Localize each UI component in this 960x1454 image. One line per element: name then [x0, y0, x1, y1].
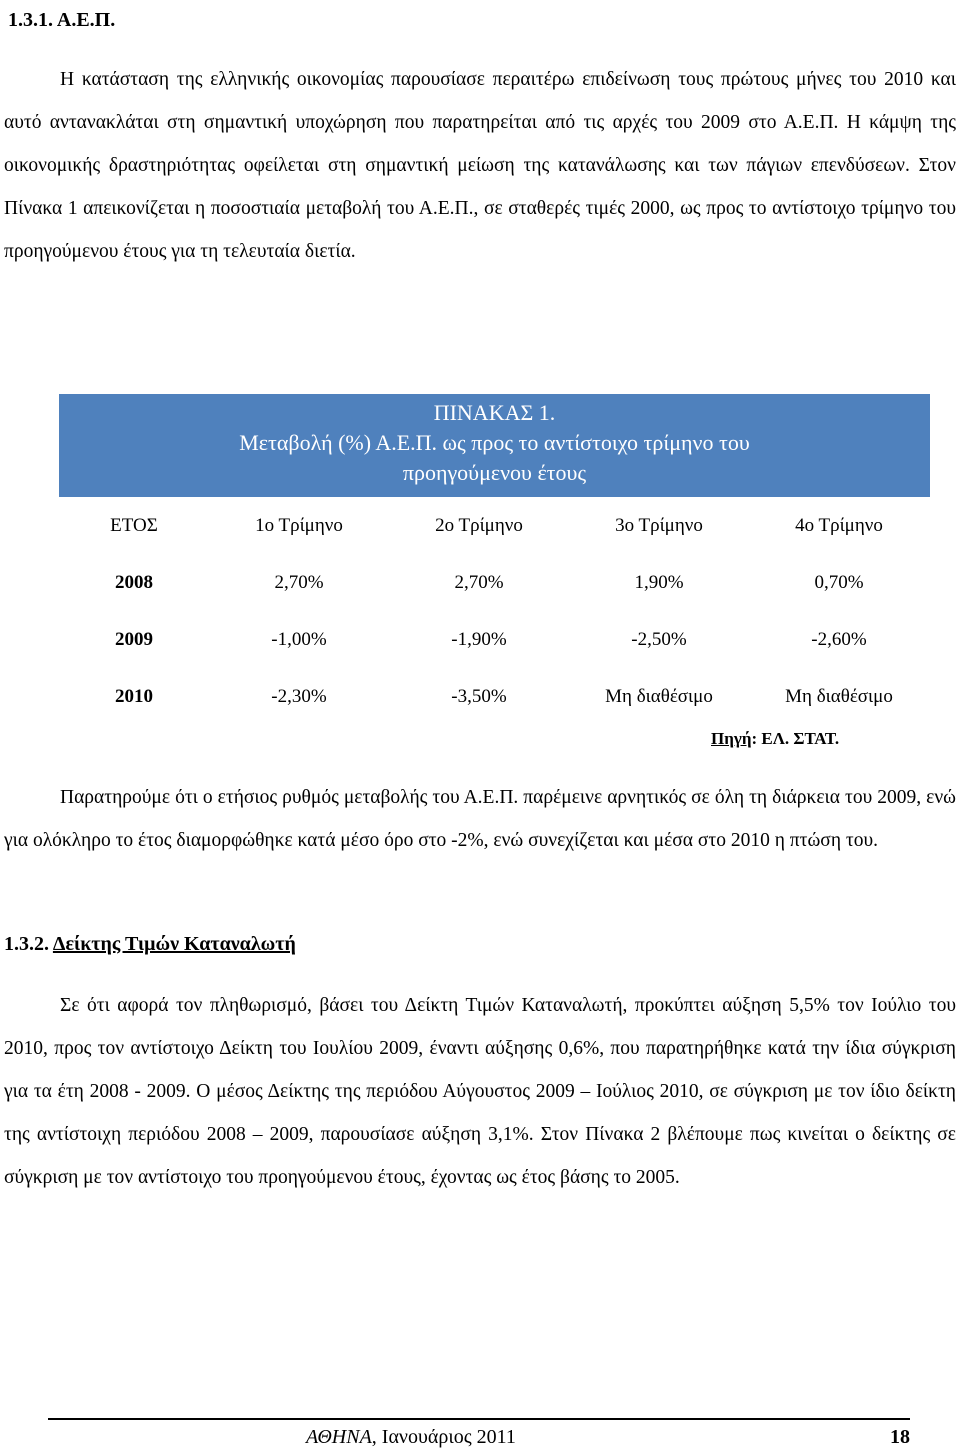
table-row	[59, 554, 930, 612]
page-number: 18	[890, 1426, 910, 1448]
section-heading-cpi-title: Δείκτης Τιμών Καταναλωτή	[52, 933, 296, 955]
table-cell: -3,50%	[451, 686, 507, 707]
footer-date: , Ιανουάριος 2011	[371, 1426, 516, 1448]
cpi-paragraph	[4, 984, 956, 1199]
table-title-line-3: προηγούμενου έτους	[402, 460, 587, 485]
table-title	[59, 398, 930, 488]
table-source	[711, 728, 839, 750]
table-row	[59, 611, 930, 669]
table-header-row	[59, 497, 930, 555]
table-cell: -2,30%	[271, 686, 327, 707]
table-header-q2: 2ο Τρίμηνο	[435, 515, 523, 536]
table-header-year: ΕΤΟΣ	[110, 515, 158, 536]
table-cell-year: 2008	[115, 572, 153, 593]
table-cell: -2,50%	[631, 629, 687, 650]
table-cell-year: 2009	[115, 629, 153, 650]
table-cell: 2,70%	[274, 572, 324, 593]
table-cell: 1,90%	[634, 572, 684, 593]
table-cell: -1,00%	[271, 629, 327, 650]
table-header-q3: 3ο Τρίμηνο	[615, 515, 703, 536]
cpi-text: Σε ότι αφορά τον πληθωρισμό, βάσει του Δείκτη Τιμών Καταναλωτή, προκύπτει αύξηση 5,5% τον Ιούλιο του 2010, προς τον αντίστοιχο Δείκτη του Ιουλίου 2009, έναντι αύξησης 0,6%, που παρατηρήθηκε κατά την ίδια σύγκριση για τα έτη 2008 - 2009. Ο μέσος Δείκτης της περιόδου Αύγουστος 2009 – Ιούλιος 2010, σε σύγκριση με τον ίδιο δείκτη της αντίστοιχη περιόδου 2008 – 2009, παρουσίασε αύξηση 3,1%. Στον Πίνακα 2 βλέπουμε πως κινείται ο δείκτης σε σύγκριση με τον αντίστοιχο του προηγούμενου έτους, έχοντας ως έτος βάσης το 2005.	[4, 995, 956, 1188]
table-cell-year: 2010	[115, 686, 153, 707]
footer-place-date	[306, 1422, 516, 1452]
table-cell: 0,70%	[814, 572, 864, 593]
section-heading-cpi	[4, 932, 296, 956]
page-footer	[48, 1422, 910, 1452]
table-cell: -2,60%	[811, 629, 867, 650]
table-cell: Μη διαθέσιμο	[605, 686, 713, 707]
table-header-q4: 4ο Τρίμηνο	[795, 515, 883, 536]
gdp-observation-paragraph	[4, 776, 956, 862]
table-header-q1: 1ο Τρίμηνο	[255, 515, 343, 536]
table-title-line-2: Μεταβολή (%) Α.Ε.Π. ως προς το αντίστοιχο τρίμηνο του	[239, 430, 750, 455]
table-title-line-1: ΠΙΝΑΚΑΣ 1.	[433, 400, 556, 425]
table-row	[59, 668, 930, 726]
source-value: : ΕΛ. ΣΤΑΤ.	[751, 729, 840, 748]
section-heading-gdp: 1.3.1. Α.Ε.Π.	[8, 9, 116, 31]
table-cell: -1,90%	[451, 629, 507, 650]
gdp-intro-text: Η κατάσταση της ελληνικής οικονομίας παρουσίασε περαιτέρω επιδείνωση τους πρώτους μήνες του 2010 και αυτό αντανακλάται στη σημαντική υποχώρηση που παρατηρείται από τις αρχές του 2009 στο Α.Ε.Π. Η κάμψη της οικονομικής δραστηριότητας οφείλεται στη σημαντική μείωση της κατανάλωσης και των πάγιων επενδύσεων. Στον Πίνακα 1 απεικονίζεται η ποσοστιαία μεταβολή του Α.Ε.Π., σε σταθερές τιμές 2000, ως προς το αντίστοιχο τρίμηνο του προηγούμενου έτους για τη τελευταία διετία.	[4, 69, 956, 262]
gdp-intro-paragraph	[4, 58, 956, 273]
footer-divider	[48, 1418, 910, 1420]
table-cell: 2,70%	[454, 572, 504, 593]
footer-city: ΑΘΗΝΑ	[306, 1426, 372, 1448]
source-label: Πηγή	[711, 729, 752, 748]
table-cell: Μη διαθέσιμο	[785, 686, 893, 707]
section-heading-cpi-number: 1.3.2.	[4, 933, 53, 955]
gdp-observation-text: Παρατηρούμε ότι ο ετήσιος ρυθμός μεταβολής του Α.Ε.Π. παρέμεινε αρνητικός σε όλη τη διάρκεια του 2009, ενώ για ολόκληρο το έτος διαμορφώθηκε κατά μέσο όρο στο -2%, ενώ συνεχίζεται και μέσα στο 2010 η πτώση του.	[4, 787, 956, 851]
